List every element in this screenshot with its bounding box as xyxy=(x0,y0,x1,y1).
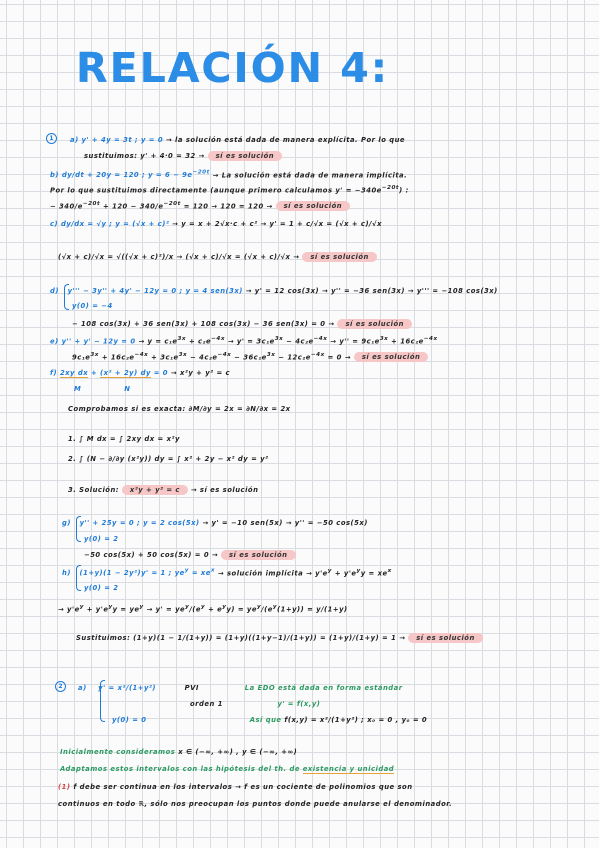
line-c1: c) dy/dx = √y ; y = (√x + c)² → y = x + 2√x·c + c² → y' = 1 + c/√x = (√x + c)/√x xyxy=(50,220,382,228)
line-b3: − $340/e^{-20t} + 120 - 340/e^{-20t} = 120 \to 120 = 120$ → sí es solución xyxy=(50,201,350,210)
line-2a3: y(0) = 0 Así que f(x,y) = x²/(1+y²) ; x₀ = 0 , y₀ = 0 xyxy=(112,716,428,724)
line-f2: Comprobamos si es exacta: ∂M/∂y = 2x = ∂N/∂x = 2x xyxy=(68,405,291,413)
line-h2: y(0) = 2 xyxy=(84,584,119,592)
line-h3: → $y'e^y + y'e^yy = ye^y \to y' = ye^y/(e^y + e^yy) = ye^y/(e^y(1+y)) = y/(1+y)$ xyxy=(58,604,348,614)
line-a1: a) y' + 4y = 3t ; y = 0 → la solución está dada de manera explícita. Por lo que xyxy=(70,136,406,144)
line-d3: − 108 cos(3x) + 36 sen(3x) + 108 cos(3x) − 36 sen(3x) = 0 → sí es solución xyxy=(72,320,412,328)
line-2c: Adaptamos estos intervalos con las hipótesis del th. de existencia y unicidad xyxy=(60,765,395,773)
problem-1-marker: 1 xyxy=(46,133,57,144)
line-f-mn: M N xyxy=(74,385,131,393)
line-2a1: a) y' = x²/(1+y²) PVI La EDO está dada en forma estándar xyxy=(78,684,403,692)
page-title: RELACIÓN 4: xyxy=(76,44,390,92)
line-g1: g) y'' + 25y = 0 ; y = 2 cos(5x) → y' = −10 sen(5x) → y'' = −50 cos(5x) xyxy=(62,519,368,527)
line-f3: 1. ∫ M dx = ∫ 2xy dx = x²y xyxy=(68,435,180,443)
line-f1: f) 2xy dx + (x² + 2y) dy = 0 → x²y + y² = c xyxy=(50,369,231,377)
line-h1: h) (1+y)(1 − 2y²)y' = 1 ; $ye^y = xe^x$ → solución implícita → $y'e^y + y'e^yy = xe^x$ xyxy=(62,568,392,578)
line-b1: b) dy/dt + 20y = 120 ; $y = 6 - 9e^{-20t} \to La$ solución está dada de manera implícita. xyxy=(50,170,408,180)
line-c2: (√x + c)/√x = √((√x + c)²)/x → (√x + c)/√x = (√x + c)/√x → sí es solución xyxy=(58,253,377,261)
line-g3: −50 cos(5x) + 50 cos(5x) = 0 → sí es solución xyxy=(84,551,296,559)
line-2e: continuos en todo ℝ, sólo nos preocupan los puntos donde puede anularse el denominador. xyxy=(58,800,453,808)
line-a2: sustituimos: y' + 4·0 = 32 → sí es solución xyxy=(84,152,282,160)
line-2a2: orden 1 y' = f(x,y) xyxy=(190,700,321,708)
line-h4: Sustituimos: (1+y)(1 − 1/(1+y)) = (1+y)((1+y−1)/(1+y)) = (1+y)/(1+y) = 1 → sí es solución xyxy=(76,634,483,642)
line-d1: d) y''' − 3y'' + 4y' − 12y = 0 ; y = 4 sen(3x) → y' = 12 cos(3x) → y'' = −36 sen(3x) → y''' = −108 cos(3x) xyxy=(50,287,498,295)
line-2d: (1) f debe ser continua en los intervalos → f es un cociente de polinomios que son xyxy=(58,783,413,791)
line-f4: 2. ∫ (N − ∂/∂y (x²y)) dy = ∫ x² + 2y − x² dy = y² xyxy=(68,455,269,463)
line-g2: y(0) = 2 xyxy=(84,535,119,543)
line-2b: Inicialmente consideramos x ∈ (−∞, +∞) , y ∈ (−∞, +∞) xyxy=(60,748,298,756)
line-e2: $9c_1e^{3x} + 16c_2e^{-4x} + 3c_1e^{3x} - 4c_2e^{-4x} - 36c_1e^{3x} - 12c_2e^{-4x} = 0$ → sí es solución xyxy=(72,352,428,361)
line-b2: Por lo que sustituimos directamente (aunque primero calculamos $y' = -340e^{-20t}$) : xyxy=(50,185,409,195)
line-f5: 3. Solución: x²y + y² = c → sí es solución xyxy=(68,486,259,494)
problem-2-marker: 2 xyxy=(55,681,66,692)
line-e1: e) $y'' + y' - 12y = 0 \to y = c_1e^{3x} + c_2e^{-4x} \to y' = 3c_1e^{3x} - 4c_2e^{-4x} \to y'' = 9c_1e^{3x} + 16c_2e^{-4x}$ xyxy=(50,336,438,346)
line-d2: y(0) = −4 xyxy=(72,302,113,310)
